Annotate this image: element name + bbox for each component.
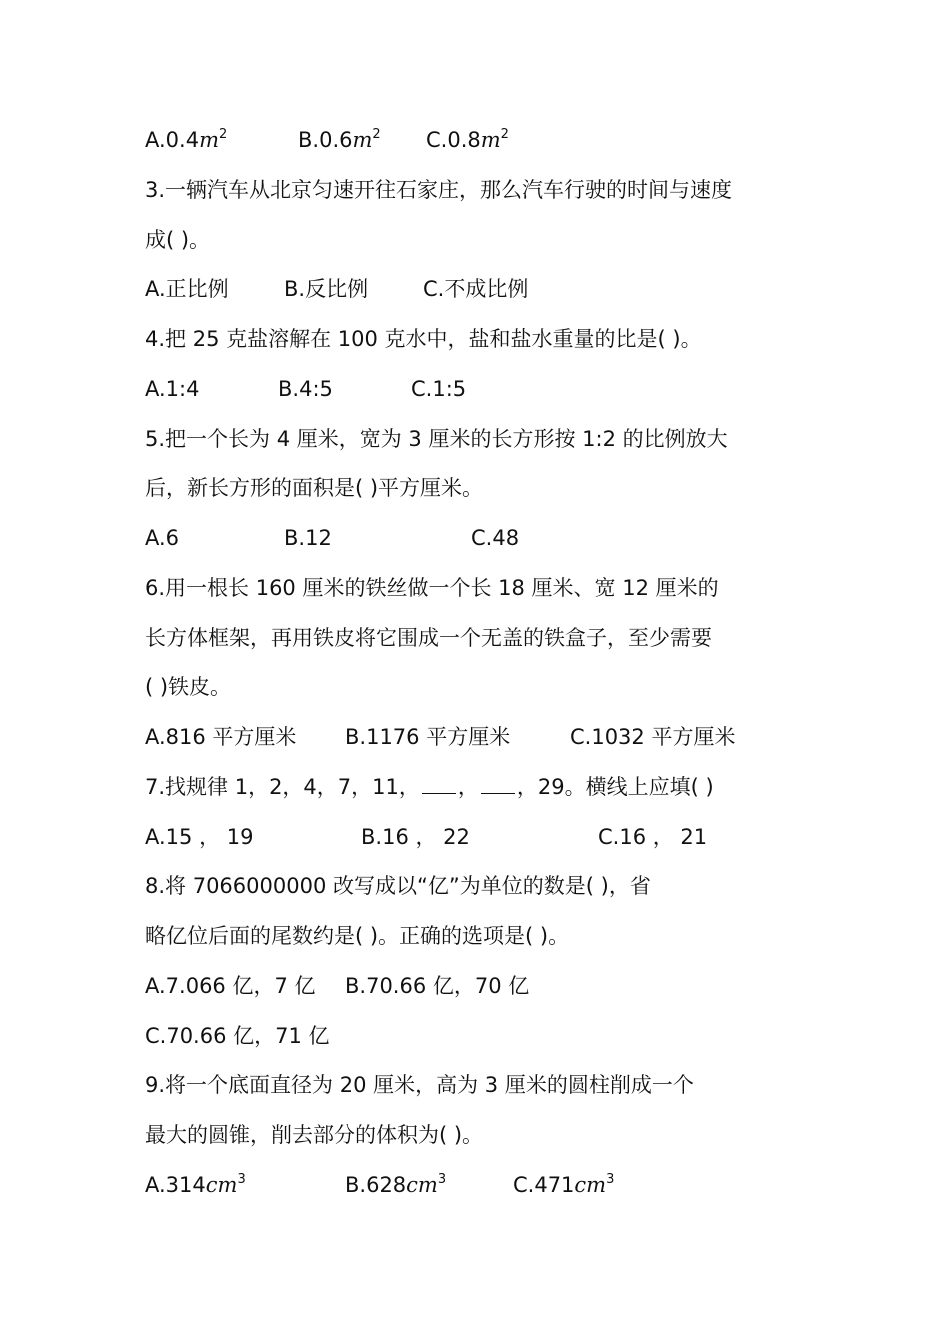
q7-option-c: C.16 ， 21 [598, 825, 708, 849]
q8-text-line-1: 8.将 7066000000 改写成以“亿”为单位的数是( )，省 [145, 874, 651, 898]
q6-option-a: A.816 平方厘米 [145, 725, 297, 749]
q9-option-a: $A.314cm^3$ [145, 1172, 246, 1197]
q8-option-a: A.7.066 亿，7 亿 [145, 974, 316, 998]
q3-option-a: A.正比例 [145, 277, 229, 301]
q4-text-line-1: 4.把 25 克盐溶解在 100 克水中，盐和盐水重量的比是( )。 [145, 327, 702, 351]
q9-option-c: $C.471cm^3$ [513, 1172, 615, 1197]
q5-option-a: A.6 [145, 526, 180, 550]
q6-text-line-2: 长方体框架，再用铁皮将它围成一个无盖的铁盒子，至少需要 [145, 626, 712, 650]
q7-option-b: B.16 ， 22 [361, 825, 470, 849]
q5-option-b: B.12 [284, 526, 332, 550]
answer-blank-2 [481, 773, 515, 794]
q5-text-line-1: 5.把一个长为 4 厘米，宽为 3 厘米的长方形按 1:2 的比例放大 [145, 427, 728, 451]
q2-option-c: $C.0.8m^2$ [426, 127, 509, 152]
q3-text-line-2: 成( )。 [145, 228, 211, 252]
q4-option-c: C.1:5 [411, 377, 467, 401]
q7-option-a: A.15 ， 19 [145, 825, 254, 849]
q2-option-b: $B.0.6m^2$ [298, 127, 381, 152]
q3-option-b: B.反比例 [284, 277, 369, 301]
q2-option-a: $A.0.4m^2$ [145, 127, 228, 152]
q3-text-line-1: 3.一辆汽车从北京匀速开往石家庄，那么汽车行驶的时间与速度 [145, 178, 733, 202]
q3-option-c: C.不成比例 [423, 277, 529, 301]
q5-text-line-2: 后，新长方形的面积是( )平方厘米。 [145, 476, 484, 500]
q6-option-c: C.1032 平方厘米 [570, 725, 736, 749]
q6-text-line-3: ( )铁皮。 [145, 675, 232, 699]
q8-text-line-2: 略亿位后面的尾数约是( )。正确的选项是( )。 [145, 924, 570, 948]
q6-text-line-1: 6.用一根长 160 厘米的铁丝做一个长 18 厘米、宽 12 厘米的 [145, 576, 719, 600]
q9-text-line-1: 9.将一个底面直径为 20 厘米，高为 3 厘米的圆柱削成一个 [145, 1073, 694, 1097]
q9-option-b: $B.628cm^3$ [345, 1172, 447, 1197]
q7-text-line-1: 7.找规律 1，2，4，7，11， ， ，29。横线上应填( ) [145, 775, 714, 799]
q8-option-b: B.70.66 亿，70 亿 [345, 974, 530, 998]
q9-text-line-2: 最大的圆锥，削去部分的体积为( )。 [145, 1123, 484, 1147]
q5-option-c: C.48 [471, 526, 520, 550]
q4-option-b: B.4:5 [278, 377, 333, 401]
q4-option-a: A.1:4 [145, 377, 200, 401]
answer-blank-1 [422, 773, 456, 794]
q6-option-b: B.1176 平方厘米 [345, 725, 511, 749]
q8-option-c: C.70.66 亿，71 亿 [145, 1024, 330, 1048]
